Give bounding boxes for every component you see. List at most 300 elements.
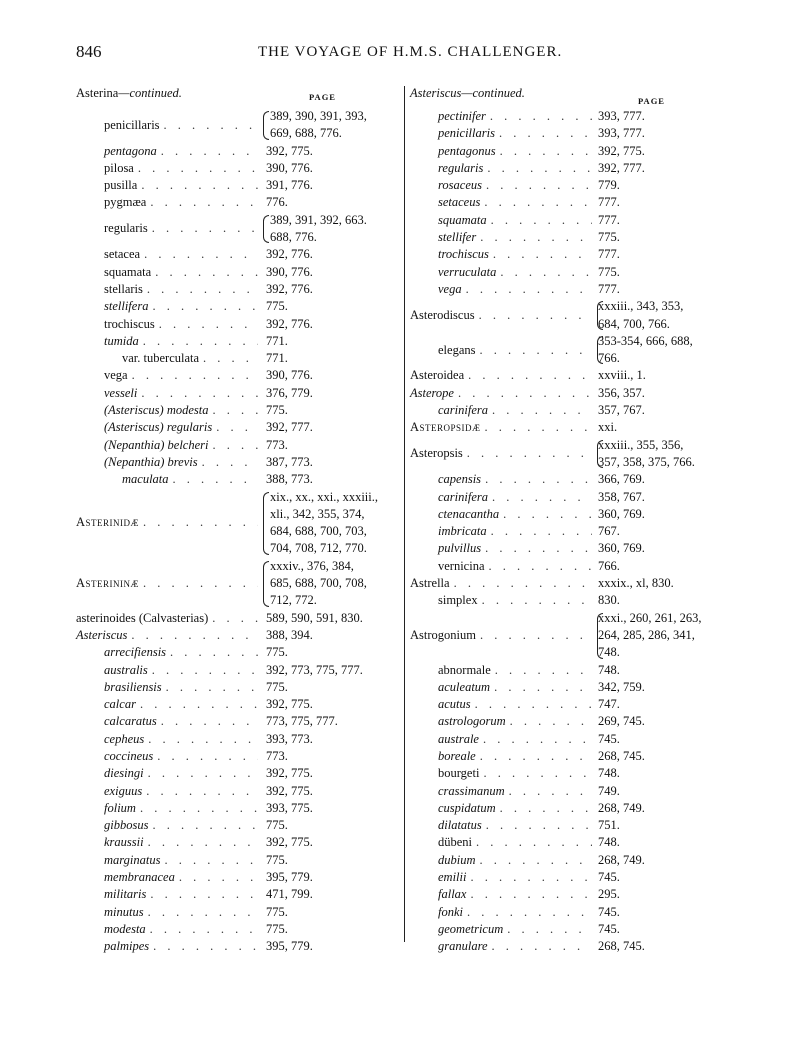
index-entry: [410, 817, 728, 834]
dot-leader: [209, 402, 259, 419]
dot-leader: [481, 419, 592, 436]
index-entry: [76, 783, 400, 800]
page-reference-line: 775.: [266, 818, 288, 833]
entry-name: (Asteriscus) regularis: [104, 420, 213, 435]
page-reference-line: xxxi., 260, 261, 263,: [598, 610, 702, 625]
entry-name: Asteriscus: [76, 627, 128, 642]
index-entry: [410, 540, 728, 557]
dot-leader: [144, 765, 258, 782]
page-references: [258, 333, 400, 350]
entry-name: geometricum: [438, 921, 504, 936]
brace-mark: [597, 613, 603, 659]
dot-leader: [472, 834, 592, 851]
dot-leader: [162, 679, 258, 696]
entry-name: capensis: [438, 472, 482, 487]
page-references: [258, 886, 400, 903]
page-references: [592, 679, 728, 696]
page-reference-line: 393, 777.: [598, 126, 645, 141]
index-entry: [76, 713, 400, 730]
index-entry: [410, 921, 728, 938]
dot-leader: [212, 419, 258, 436]
index-entry: [410, 264, 728, 281]
page-references: [592, 540, 728, 557]
page-references: [592, 558, 728, 575]
entry-name: militaris: [104, 887, 147, 902]
index-entry: [410, 523, 728, 540]
page-references: [258, 419, 400, 436]
index-entry: [76, 886, 400, 903]
page-reference-line: 388, 394.: [266, 627, 313, 642]
entry-name: verruculata: [438, 264, 497, 279]
page-references: [258, 627, 400, 644]
dot-leader: [485, 558, 592, 575]
index-entry: [76, 402, 400, 419]
index-entry: [410, 834, 728, 851]
entry-name: trochiscus: [104, 316, 155, 331]
dot-leader: [160, 117, 258, 134]
dot-leader: [148, 298, 258, 315]
index-entry: [410, 281, 728, 298]
page-references: [258, 367, 400, 384]
entry-name: stellifera: [104, 299, 149, 314]
page-references: [258, 731, 400, 748]
page-references: [592, 108, 728, 125]
dot-leader: [505, 783, 592, 800]
page-references: [592, 696, 728, 713]
entry-name: exiguus: [104, 783, 143, 798]
page-references: [258, 852, 400, 869]
entry-name: squamata: [438, 212, 487, 227]
page-references: [258, 194, 400, 211]
index-entry: [76, 367, 400, 384]
page-reference-line: 777.: [598, 281, 620, 296]
page-reference-line: 775.: [598, 264, 620, 279]
entry-name: modesta: [104, 921, 146, 936]
index-entry: [76, 471, 400, 488]
page-references: [258, 610, 400, 627]
page-reference-line: 748.: [598, 645, 620, 660]
index-entry: [76, 748, 400, 765]
entry-name: stellifer: [438, 230, 477, 245]
page-references: [258, 558, 400, 610]
entry-name: vernicina: [438, 558, 485, 573]
page-label: PAGE: [638, 96, 665, 106]
page-reference-line: 342, 759.: [598, 679, 645, 694]
index-entry: [76, 143, 400, 160]
page-references: [258, 143, 400, 160]
page-references: [592, 281, 728, 298]
entry-name: pectinifer: [438, 109, 486, 123]
page-references: [258, 869, 400, 886]
column-heading: [410, 86, 728, 108]
dot-leader: [482, 177, 592, 194]
column-heading: [76, 86, 400, 108]
page-reference-line: 392, 776.: [266, 281, 313, 296]
dot-leader: [496, 143, 592, 160]
index-entry: [410, 731, 728, 748]
page-reference-line: 745.: [598, 731, 620, 746]
index-entry: [410, 662, 728, 679]
page-references: [592, 523, 728, 540]
dot-leader: [488, 938, 592, 955]
dot-leader: [144, 834, 258, 851]
index-entry: [410, 592, 728, 609]
index-entry: [76, 333, 400, 350]
page-references: [592, 489, 728, 506]
entry-name: folium: [104, 800, 136, 815]
index-entry: [76, 160, 400, 177]
entry-name: vega: [438, 281, 462, 296]
dot-leader: [487, 212, 592, 229]
page-references: [592, 419, 728, 436]
dot-leader: [482, 817, 592, 834]
index-entry: [410, 298, 728, 333]
entry-name: pygmæa: [104, 195, 147, 210]
dot-leader: [198, 454, 258, 471]
page-reference-line: xxxiii., 355, 356,: [598, 437, 684, 452]
index-entry: [410, 696, 728, 713]
entry-name: calcar: [104, 697, 136, 712]
dot-leader: [144, 731, 258, 748]
page-reference-line: 775.: [266, 904, 288, 919]
dot-leader: [157, 143, 258, 160]
dot-leader: [479, 731, 592, 748]
page-references: [258, 748, 400, 765]
page-reference-line: 775.: [598, 230, 620, 245]
dot-leader: [146, 194, 258, 211]
dot-leader: [146, 921, 258, 938]
index-entry: [76, 437, 400, 454]
page-reference-line: xxxiii., 343, 353,: [598, 299, 684, 314]
page-references: [592, 904, 728, 921]
page-references: [592, 367, 728, 384]
page-reference-line: 392, 775.: [266, 143, 313, 158]
page-reference-line: 391, 776.: [266, 178, 313, 193]
dot-leader: [481, 540, 592, 557]
page-references: [258, 264, 400, 281]
page-references: [592, 212, 728, 229]
page-reference-line: 773, 775, 777.: [266, 714, 338, 729]
dot-leader: [127, 627, 258, 644]
dot-leader: [175, 869, 258, 886]
index-entry: [76, 817, 400, 834]
page-reference-line: xxviii., 1.: [598, 368, 646, 383]
entry-name: fonki: [438, 904, 463, 919]
index-entry: [410, 108, 728, 125]
page-references: [592, 869, 728, 886]
page-reference-line: 685, 688, 700, 708,: [270, 576, 367, 591]
page-references: [586, 333, 728, 368]
index-entry: [76, 246, 400, 263]
page-references: [592, 246, 728, 263]
page-reference-line: 357, 358, 375, 766.: [598, 454, 695, 469]
page-reference-line: 366, 769.: [598, 472, 645, 487]
index-entry: [76, 489, 400, 558]
index-entry: [410, 610, 728, 662]
brace-mark: [263, 111, 269, 140]
page-references: [592, 748, 728, 765]
page-reference-line: xxxix., xl, 830.: [598, 576, 674, 591]
page-reference-line: 779.: [598, 178, 620, 193]
entry-name: australe: [438, 731, 479, 746]
page-reference-line: 773.: [266, 748, 288, 763]
index-entry: [76, 869, 400, 886]
page-reference-line: 264, 285, 286, 341,: [598, 627, 695, 642]
index-entry: [410, 575, 728, 592]
page-references: [592, 592, 728, 609]
dot-leader: [486, 108, 592, 125]
entry-name: penicillaris: [438, 126, 495, 141]
dot-leader: [139, 575, 258, 592]
page-reference-line: 775.: [266, 299, 288, 314]
index-entry: [76, 264, 400, 281]
index-entry: [76, 679, 400, 696]
index-entry: [410, 385, 728, 402]
entry-name: var. tuberculata: [122, 351, 200, 366]
page-reference-line: 776.: [266, 195, 288, 210]
page-references: [258, 350, 400, 367]
page-references: [586, 437, 728, 472]
dot-leader: [476, 627, 586, 644]
entry-name: Asterope: [410, 385, 454, 400]
dot-leader: [148, 220, 258, 237]
index-entry: [76, 194, 400, 211]
page-reference-line: 669, 688, 776.: [270, 126, 342, 141]
page-reference-line: 389, 390, 391, 393,: [270, 109, 367, 123]
index-entry: [410, 437, 728, 472]
page-reference-line: 748.: [598, 662, 620, 677]
index-entry: [76, 281, 400, 298]
index-entry: [76, 298, 400, 315]
index-entry: [76, 921, 400, 938]
entry-name: Asteroidea: [410, 368, 465, 383]
page-references: [592, 143, 728, 160]
page-references: [592, 125, 728, 142]
index-entry: [76, 454, 400, 471]
dot-leader: [495, 125, 592, 142]
index-entry: [410, 765, 728, 782]
index-entry: [76, 938, 400, 955]
brace-mark: [263, 492, 269, 555]
page-references: [586, 610, 728, 662]
page-references: [592, 817, 728, 834]
page-references: [258, 696, 400, 713]
page-references: [258, 454, 400, 471]
dot-leader: [157, 713, 258, 730]
page-references: [592, 662, 728, 679]
dot-leader: [506, 713, 592, 730]
page-reference-line: 775.: [266, 852, 288, 867]
index-entry: [410, 713, 728, 730]
entry-name: elegans: [438, 342, 476, 357]
dot-leader: [479, 765, 592, 782]
dot-leader: [496, 800, 592, 817]
entry-name: vega: [104, 368, 128, 383]
entry-name: (Asteriscus) modesta: [104, 403, 209, 418]
page-references: [258, 713, 400, 730]
dot-leader: [146, 886, 258, 903]
entry-name: Astrogonium: [410, 627, 476, 642]
page-references: [258, 212, 400, 247]
entry-name: simplex: [438, 593, 478, 608]
dot-leader: [208, 610, 258, 627]
dot-leader: [199, 350, 258, 367]
entry-name: astrologorum: [438, 714, 506, 729]
page-reference-line: 704, 708, 712, 770.: [270, 541, 367, 556]
entry-name: dubium: [438, 852, 476, 867]
dot-leader: [139, 514, 258, 531]
page-reference-line: 392, 777.: [598, 160, 645, 175]
brace-mark: [597, 440, 603, 469]
page-references: [592, 800, 728, 817]
entry-name: fallax: [438, 887, 467, 902]
page-references: [258, 679, 400, 696]
entry-name: pentagonus: [438, 143, 496, 158]
page-reference-line: 392, 775.: [598, 143, 645, 158]
index-entry: [410, 800, 728, 817]
page-references: [258, 489, 400, 558]
page-reference-line: 387, 773.: [266, 454, 313, 469]
index-entry: [410, 194, 728, 211]
index-entry: [410, 869, 728, 886]
dot-leader: [137, 177, 258, 194]
entry-name: (Nepanthia) brevis: [104, 454, 198, 469]
index-entry: [76, 350, 400, 367]
entry-name: brasiliensis: [104, 679, 162, 694]
index-entry: [410, 904, 728, 921]
dot-leader: [476, 229, 592, 246]
page-references: [592, 471, 728, 488]
dot-leader: [483, 160, 592, 177]
dot-leader: [466, 869, 592, 886]
entry-name: setaceus: [438, 195, 481, 210]
page-reference-line: 393, 777.: [598, 109, 645, 123]
page-reference-line: 745.: [598, 904, 620, 919]
index-entry: [76, 662, 400, 679]
index-entry: [76, 316, 400, 333]
page-reference-line: 393, 773.: [266, 731, 313, 746]
page-reference-line: 771.: [266, 351, 288, 366]
page-reference-line: 390, 776.: [266, 160, 313, 175]
entry-name: stellaris: [104, 281, 143, 296]
page-references: [592, 765, 728, 782]
index-entry: [76, 108, 400, 143]
page-reference-line: 766.: [598, 351, 620, 366]
entry-name: gibbosus: [104, 818, 149, 833]
page-reference-line: 751.: [598, 818, 620, 833]
page-references: [592, 713, 728, 730]
entry-name: Astrella: [410, 576, 450, 591]
index-entry: [76, 558, 400, 610]
dot-leader: [134, 160, 258, 177]
page-reference-line: 356, 357.: [598, 385, 645, 400]
page-references: [258, 437, 400, 454]
brace-mark: [597, 336, 603, 365]
page-reference-line: 777.: [598, 195, 620, 210]
dot-leader: [481, 471, 592, 488]
page-reference-line: xix., xx., xxi., xxxiii.,: [270, 489, 378, 504]
page-references: [592, 160, 728, 177]
column-divider: [404, 86, 405, 942]
index-entry: [410, 125, 728, 142]
page-reference-line: xli., 342, 355, 374,: [270, 506, 365, 521]
page-reference-line: 748.: [598, 835, 620, 850]
index-entry: [76, 696, 400, 713]
entry-list: [76, 108, 400, 956]
entry-name: tumida: [104, 333, 139, 348]
index-entry: [76, 644, 400, 661]
entry-name: marginatus: [104, 852, 161, 867]
page-references: [258, 662, 400, 679]
page-references: [592, 229, 728, 246]
dot-leader: [166, 644, 258, 661]
page-references: [258, 644, 400, 661]
dot-leader: [475, 342, 586, 359]
page-reference-line: xxxiv., 376, 384,: [270, 558, 354, 573]
dot-leader: [463, 904, 592, 921]
page-references: [258, 316, 400, 333]
dot-leader: [143, 281, 258, 298]
page-reference-line: 392, 776.: [266, 316, 313, 331]
entry-name: trochiscus: [438, 247, 489, 262]
page-reference-line: 389, 391, 392, 663.: [270, 212, 367, 227]
dot-leader: [148, 662, 258, 679]
page-reference-line: 395, 779.: [266, 939, 313, 954]
dot-leader: [151, 264, 258, 281]
dot-leader: [462, 281, 592, 298]
page-reference-line: 748.: [598, 766, 620, 781]
index-entry: [410, 333, 728, 368]
index-entry: [410, 419, 728, 436]
index-entry: [76, 385, 400, 402]
page-reference-line: 268, 749.: [598, 800, 645, 815]
page-reference-line: 775.: [266, 645, 288, 660]
index-entry: [410, 852, 728, 869]
entry-name: Asterodiscus: [410, 307, 475, 322]
page-references: [592, 886, 728, 903]
entry-name: setacea: [104, 247, 141, 262]
dot-leader: [142, 783, 258, 800]
entry-name: dübeni: [438, 835, 473, 850]
page-label: PAGE: [309, 92, 336, 102]
page-reference-line: 269, 745.: [598, 714, 645, 729]
page-references: [258, 177, 400, 194]
entry-name: imbricata: [438, 524, 487, 539]
page-reference-line: 589, 590, 591, 830.: [266, 610, 363, 625]
page-references: [258, 834, 400, 851]
entry-name: palmipes: [104, 939, 150, 954]
page-reference-line: 712, 772.: [270, 593, 317, 608]
page-header: [0, 42, 800, 66]
index-entry: [76, 419, 400, 436]
index-entry: [76, 731, 400, 748]
index-entry: [76, 212, 400, 247]
index-entry: [410, 558, 728, 575]
page-reference-line: xxi.: [598, 420, 618, 435]
page-references: [586, 298, 728, 333]
entry-name: maculata: [122, 472, 169, 487]
page-references: [592, 194, 728, 211]
entry-name: pilosa: [104, 160, 134, 175]
entry-name: squamata: [104, 264, 152, 279]
dot-leader: [499, 506, 592, 523]
page-reference-line: 392, 775.: [266, 697, 313, 712]
entry-name: carinifera: [438, 489, 488, 504]
index-entry: [76, 800, 400, 817]
page-references: [592, 402, 728, 419]
entry-name: acutus: [438, 697, 471, 712]
page-reference-line: 357, 767.: [598, 403, 645, 418]
